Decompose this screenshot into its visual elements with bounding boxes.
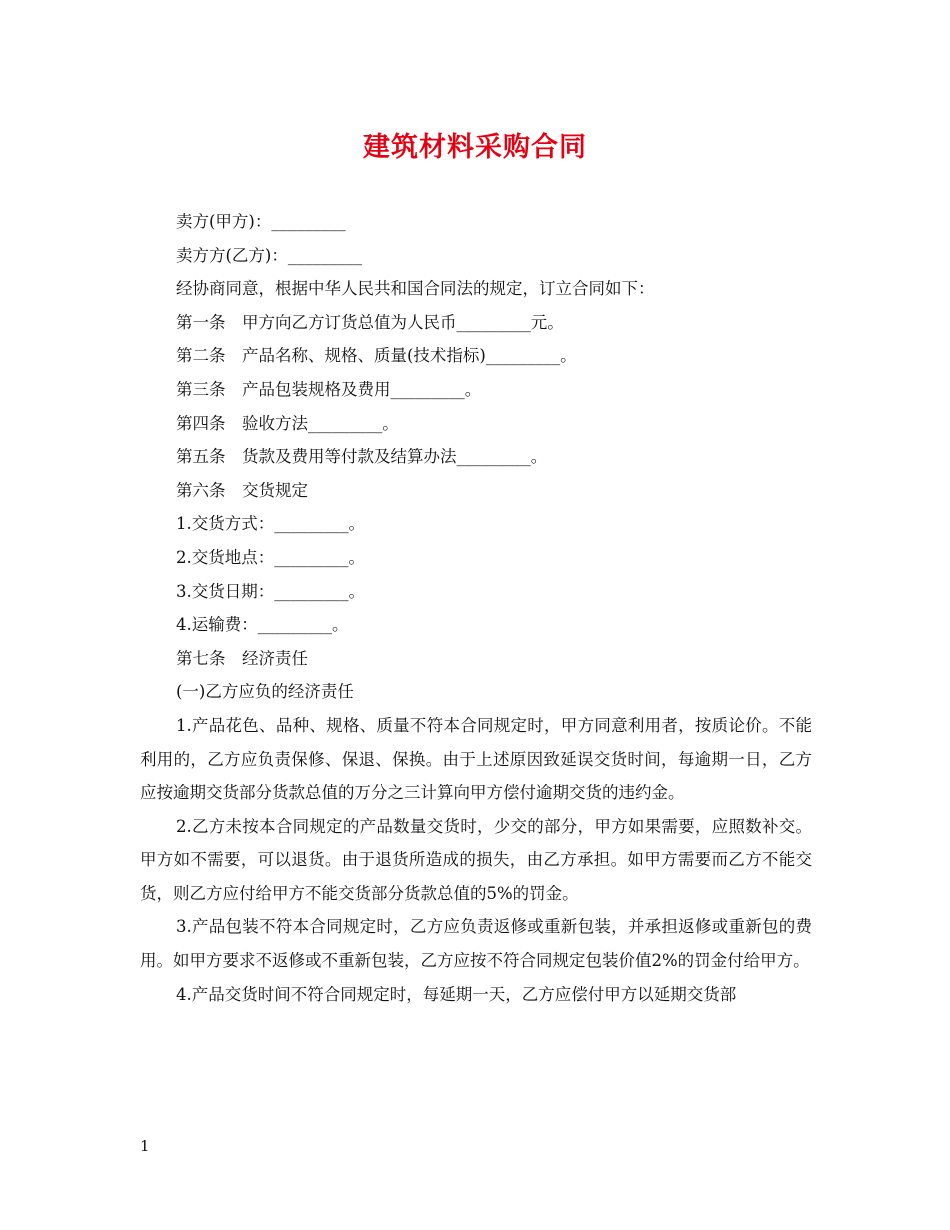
liability-paragraph-3: 3.产品包装不符本合同规定时，乙方应负责返修或重新包装，并承担返修或重新包的费用。如甲方要求不返修或不重新包装，乙方应按不符合同规定包装价值2%的罚金付给甲方。 — [140, 917, 812, 971]
liability-paragraph-2: 2.乙方未按本合同规定的产品数量交货时，少交的部分，甲方如果需要，应照数补交。甲方如不需要，可以退货。由于退货所造成的损失，由乙方承担。如甲方需要而乙方不能交货，则乙方应付给甲方不能交货部分货款总值的5%的罚金。 — [140, 816, 812, 903]
article-1: 第一条 甲方向乙方订货总值为人民币_________元。 — [176, 312, 564, 332]
section-heading-party-b: (一)乙方应负的经济责任 — [176, 682, 354, 702]
liability-paragraph-1: 1.产品花色、品种、规格、质量不符本合同规定时，甲方同意利用者，按质论价。不能利用的，乙方应负责保修、保退、保换。由于上述原因致延误交货时间，每逾期一日，乙方应按逾期交货部分货款总值的万分之三计算向甲方偿付逾期交货的违约金。 — [140, 715, 812, 803]
article-6: 第六条 交货规定 — [176, 480, 308, 500]
page-number: 1 — [140, 1137, 150, 1155]
seller-party-b-line: 卖方方(乙方)：_________ — [176, 245, 363, 265]
article-3: 第三条 产品包装规格及费用_________。 — [176, 379, 482, 399]
delivery-location: 2.交货地点：_________。 — [176, 547, 365, 567]
preamble-line: 经协商同意，根据中华人民共和国合同法的规定，订立合同如下： — [176, 279, 655, 299]
contract-body — [140, 205, 812, 1011]
transport-fee: 4.运输费：_________。 — [176, 615, 349, 635]
seller-party-a-line: 卖方(甲方)：_________ — [176, 212, 346, 231]
delivery-date: 3.交货日期：_________。 — [176, 581, 365, 601]
article-2: 第二条 产品名称、规格、质量(技术指标)_________。 — [176, 346, 577, 366]
article-4: 第四条 验收方法_________。 — [176, 413, 399, 433]
liability-paragraph-4: 4.产品交货时间不符合同规定时，每延期一天，乙方应偿付甲方以延期交货部 — [176, 984, 737, 1004]
document-title: 建筑材料采购合同 — [363, 132, 587, 163]
delivery-method: 1.交货方式：_________。 — [176, 514, 365, 534]
article-7: 第七条 经济责任 — [176, 648, 308, 668]
article-5: 第五条 货款及费用等付款及结算办法_________。 — [176, 447, 548, 467]
